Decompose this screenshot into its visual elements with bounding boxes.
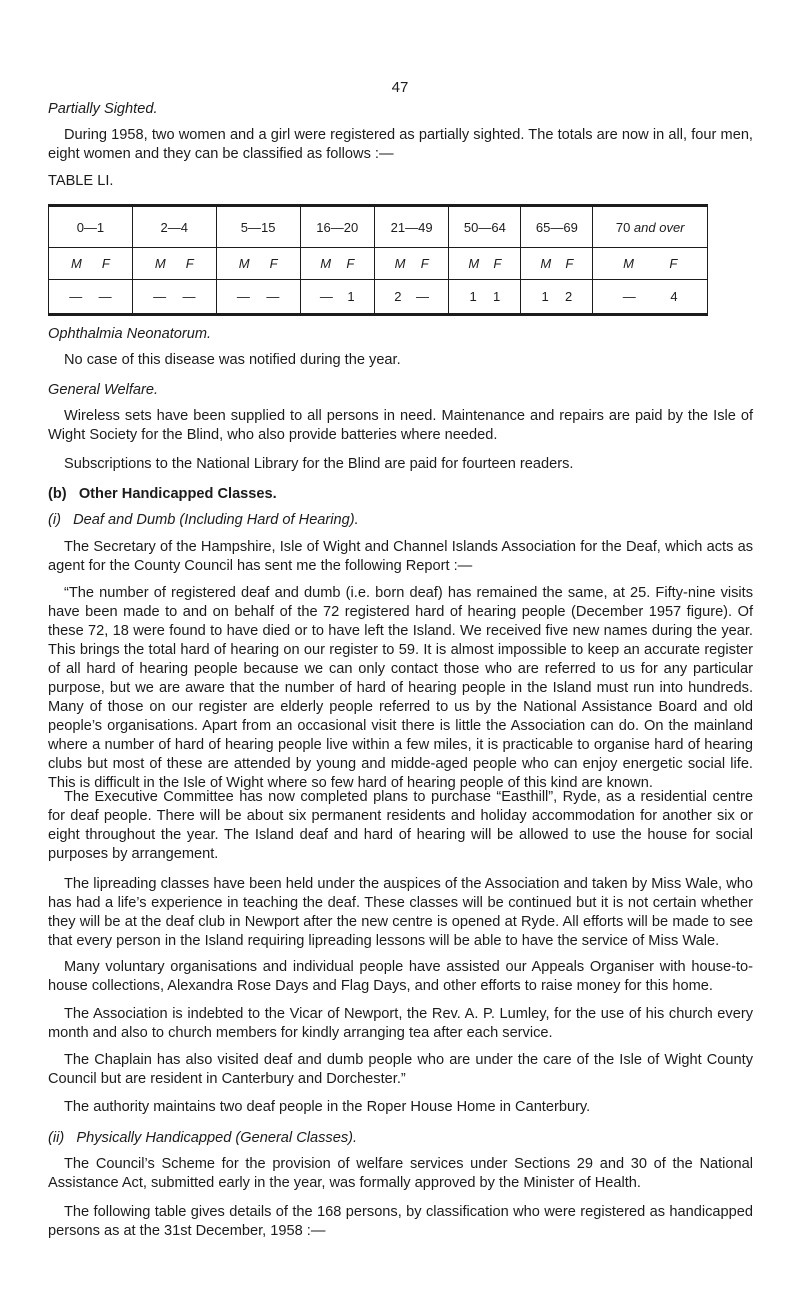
section-b-heading — [48, 485, 753, 504]
sex-header: M — [71, 256, 82, 271]
deaf-report-p6: The Chaplain has also visited deaf and dumb people who are under the care of the Isle of Wight County Council but are resident in Canterbury and Dorchester.” — [48, 1052, 753, 1087]
table-label: TABLE LI. — [48, 173, 114, 189]
deaf-closing: The authority maintains two deaf people in the Roper House Home in Canterbury. — [64, 1099, 591, 1115]
section-b-title: Other Handicapped Classes. — [78, 486, 277, 502]
table-row — [49, 280, 708, 315]
sex-header: M — [394, 256, 406, 271]
table-cell: — — [266, 289, 280, 304]
sex-header: F — [669, 256, 678, 271]
sex-header: M — [320, 256, 332, 271]
table-cell: 2 — [564, 289, 573, 304]
table-cell: — — [236, 289, 250, 304]
table-header-row — [49, 206, 708, 248]
sex-header: M — [623, 256, 634, 271]
sex-header: F — [269, 256, 278, 271]
table-cell: 1 — [492, 289, 501, 304]
age-group-header: 5—15 — [216, 206, 300, 248]
table-cell: — — [69, 289, 83, 304]
sex-header: M — [468, 256, 480, 271]
sex-header: M — [238, 256, 250, 271]
section-b-label: (b) — [48, 486, 67, 502]
table-cell: 1 — [347, 289, 355, 304]
age-group-header: 50—64 — [449, 206, 521, 248]
physically-p2: The following table gives details of the 168 persons, by classification who were registered as handicapped persons as at the 31st December, 1958 :— — [48, 1204, 753, 1239]
deaf-heading — [48, 511, 753, 530]
table-cell: — — [622, 289, 636, 304]
deaf-intro: The Secretary of the Hampshire, Isle of Wight and Channel Islands Association for the Deaf, which acts as agent for the County Council has sent me the following Report :— — [48, 539, 753, 574]
physically-heading — [48, 1129, 753, 1148]
deaf-report-p2: The Executive Committee has now completed plans to purchase “Easthill”, Ryde, as a residential centre for deaf people. There will be about six permanent residents and holiday accommodation for another six or eight throughout the year. The Island deaf and hard of hearing will be allowed to use the house for social purposes by arrangement. — [48, 789, 753, 862]
age-group-header: 65—69 — [521, 206, 593, 248]
deaf-label: (i) — [48, 512, 61, 528]
sex-header: F — [185, 256, 194, 271]
ophthalmia-text: No case of this disease was notified during the year. — [64, 352, 401, 368]
table-cell: — — [319, 289, 333, 304]
physically-p1: The Council’s Scheme for the provision of welfare services under Sections 29 and 30 of the National Assistance Act, submitted early in the year, was formally approved by the Minister of Health. — [48, 1156, 753, 1191]
table-cell: 1 — [469, 289, 477, 304]
deaf-report-p1: “The number of registered deaf and dumb (i.e. born deaf) has remained the same, at 25. Fifty-nine visits have been made to and on behalf of the 72 registered hard of hearing people (December 1957 figure). Of these 72, 18 were found to have died or to have left the Island. We received five new names during the year. This brings the total hard of hearing on our register to 59. It is almost impossible to keep an accurate register of all hard of hearing people because we can only contact those who are referred to us for any particular purpose, but we are aware that the number of hard of hearing people in the Island must run into hundreds. Many of those on our register are elderly people referred to us by the National Assistance Board and old people’s organisations. Apart from an occasional visit there is little the Association can do. On the mainland where a number of hard of hearing people live within a few miles, it is practicable to organise hard of hearing clubs but most of these are attended by young and midde-aged people who can enjoy energetic social life. This is difficult in the Isle of Wight where so few hard of hearing people of this kind are known. — [48, 585, 753, 791]
age-group-header: 70 and over — [593, 206, 708, 248]
deaf-report-p4: Many voluntary organisations and individual people have assisted our Appeals Organiser with house-to-house collections, Alexandra Rose Days and Flag Days, and other efforts to raise money for this home. — [48, 959, 753, 994]
general-welfare-p2: Subscriptions to the National Library for the Blind are paid for fourteen readers. — [64, 456, 574, 472]
general-welfare-p1: Wireless sets have been supplied to all persons in need. Maintenance and repairs are paid by the Isle of Wight Society for the Blind, who also provide batteries where needed. — [48, 408, 753, 443]
physically-label: (ii) — [48, 1130, 65, 1146]
sex-header: M — [154, 256, 166, 271]
sex-header-row — [49, 248, 708, 280]
sex-header: F — [101, 256, 110, 271]
age-group-header: 16—20 — [300, 206, 374, 248]
partially-sighted-table — [48, 204, 708, 316]
table-cell: 1 — [541, 289, 549, 304]
deaf-report-p3: The lipreading classes have been held under the auspices of the Association and taken by Miss Wale, who has had a life’s experience in teaching the deaf. These classes will be continued but it is not certain whether they will be at the deaf club in Newport after the new centre is opened at Ryde. All efforts will be made to see that every person in the Island requiring lipreading lessons will be able to have the service of Miss Wale. — [48, 876, 753, 949]
sex-header: F — [346, 256, 355, 271]
sex-header: F — [493, 256, 502, 271]
deaf-report-p5: The Association is indebted to the Vicar of Newport, the Rev. A. P. Lumley, for the use of his church every month and also to church members for kindly arranging tea after each service. — [48, 1006, 753, 1041]
ophthalmia-heading: Ophthalmia Neonatorum. — [48, 326, 212, 342]
page-number: 47 — [391, 79, 409, 96]
general-welfare-heading: General Welfare. — [48, 382, 159, 398]
partially-sighted-heading: Partially Sighted. — [48, 101, 158, 117]
age-group-header: 21—49 — [374, 206, 448, 248]
table-cell: — — [98, 289, 112, 304]
table-cell: 2 — [394, 289, 402, 304]
table-cell: — — [416, 289, 430, 304]
age-group-header: 0—1 — [49, 206, 133, 248]
deaf-title: Deaf and Dumb (Including Hard of Hearing). — [73, 512, 359, 528]
table-cell: — — [153, 289, 167, 304]
table-cell: 4 — [670, 289, 678, 304]
sex-header: F — [420, 256, 429, 271]
partially-sighted-intro: During 1958, two women and a girl were registered as partially sighted. The totals are now in all, four men, eight women and they can be classified as follows :— — [48, 127, 753, 162]
table-cell: — — [182, 289, 196, 304]
sex-header: M — [540, 256, 552, 271]
sex-header: F — [565, 256, 574, 271]
physically-title: Physically Handicapped (General Classes). — [76, 1130, 358, 1146]
age-group-header: 2—4 — [132, 206, 216, 248]
